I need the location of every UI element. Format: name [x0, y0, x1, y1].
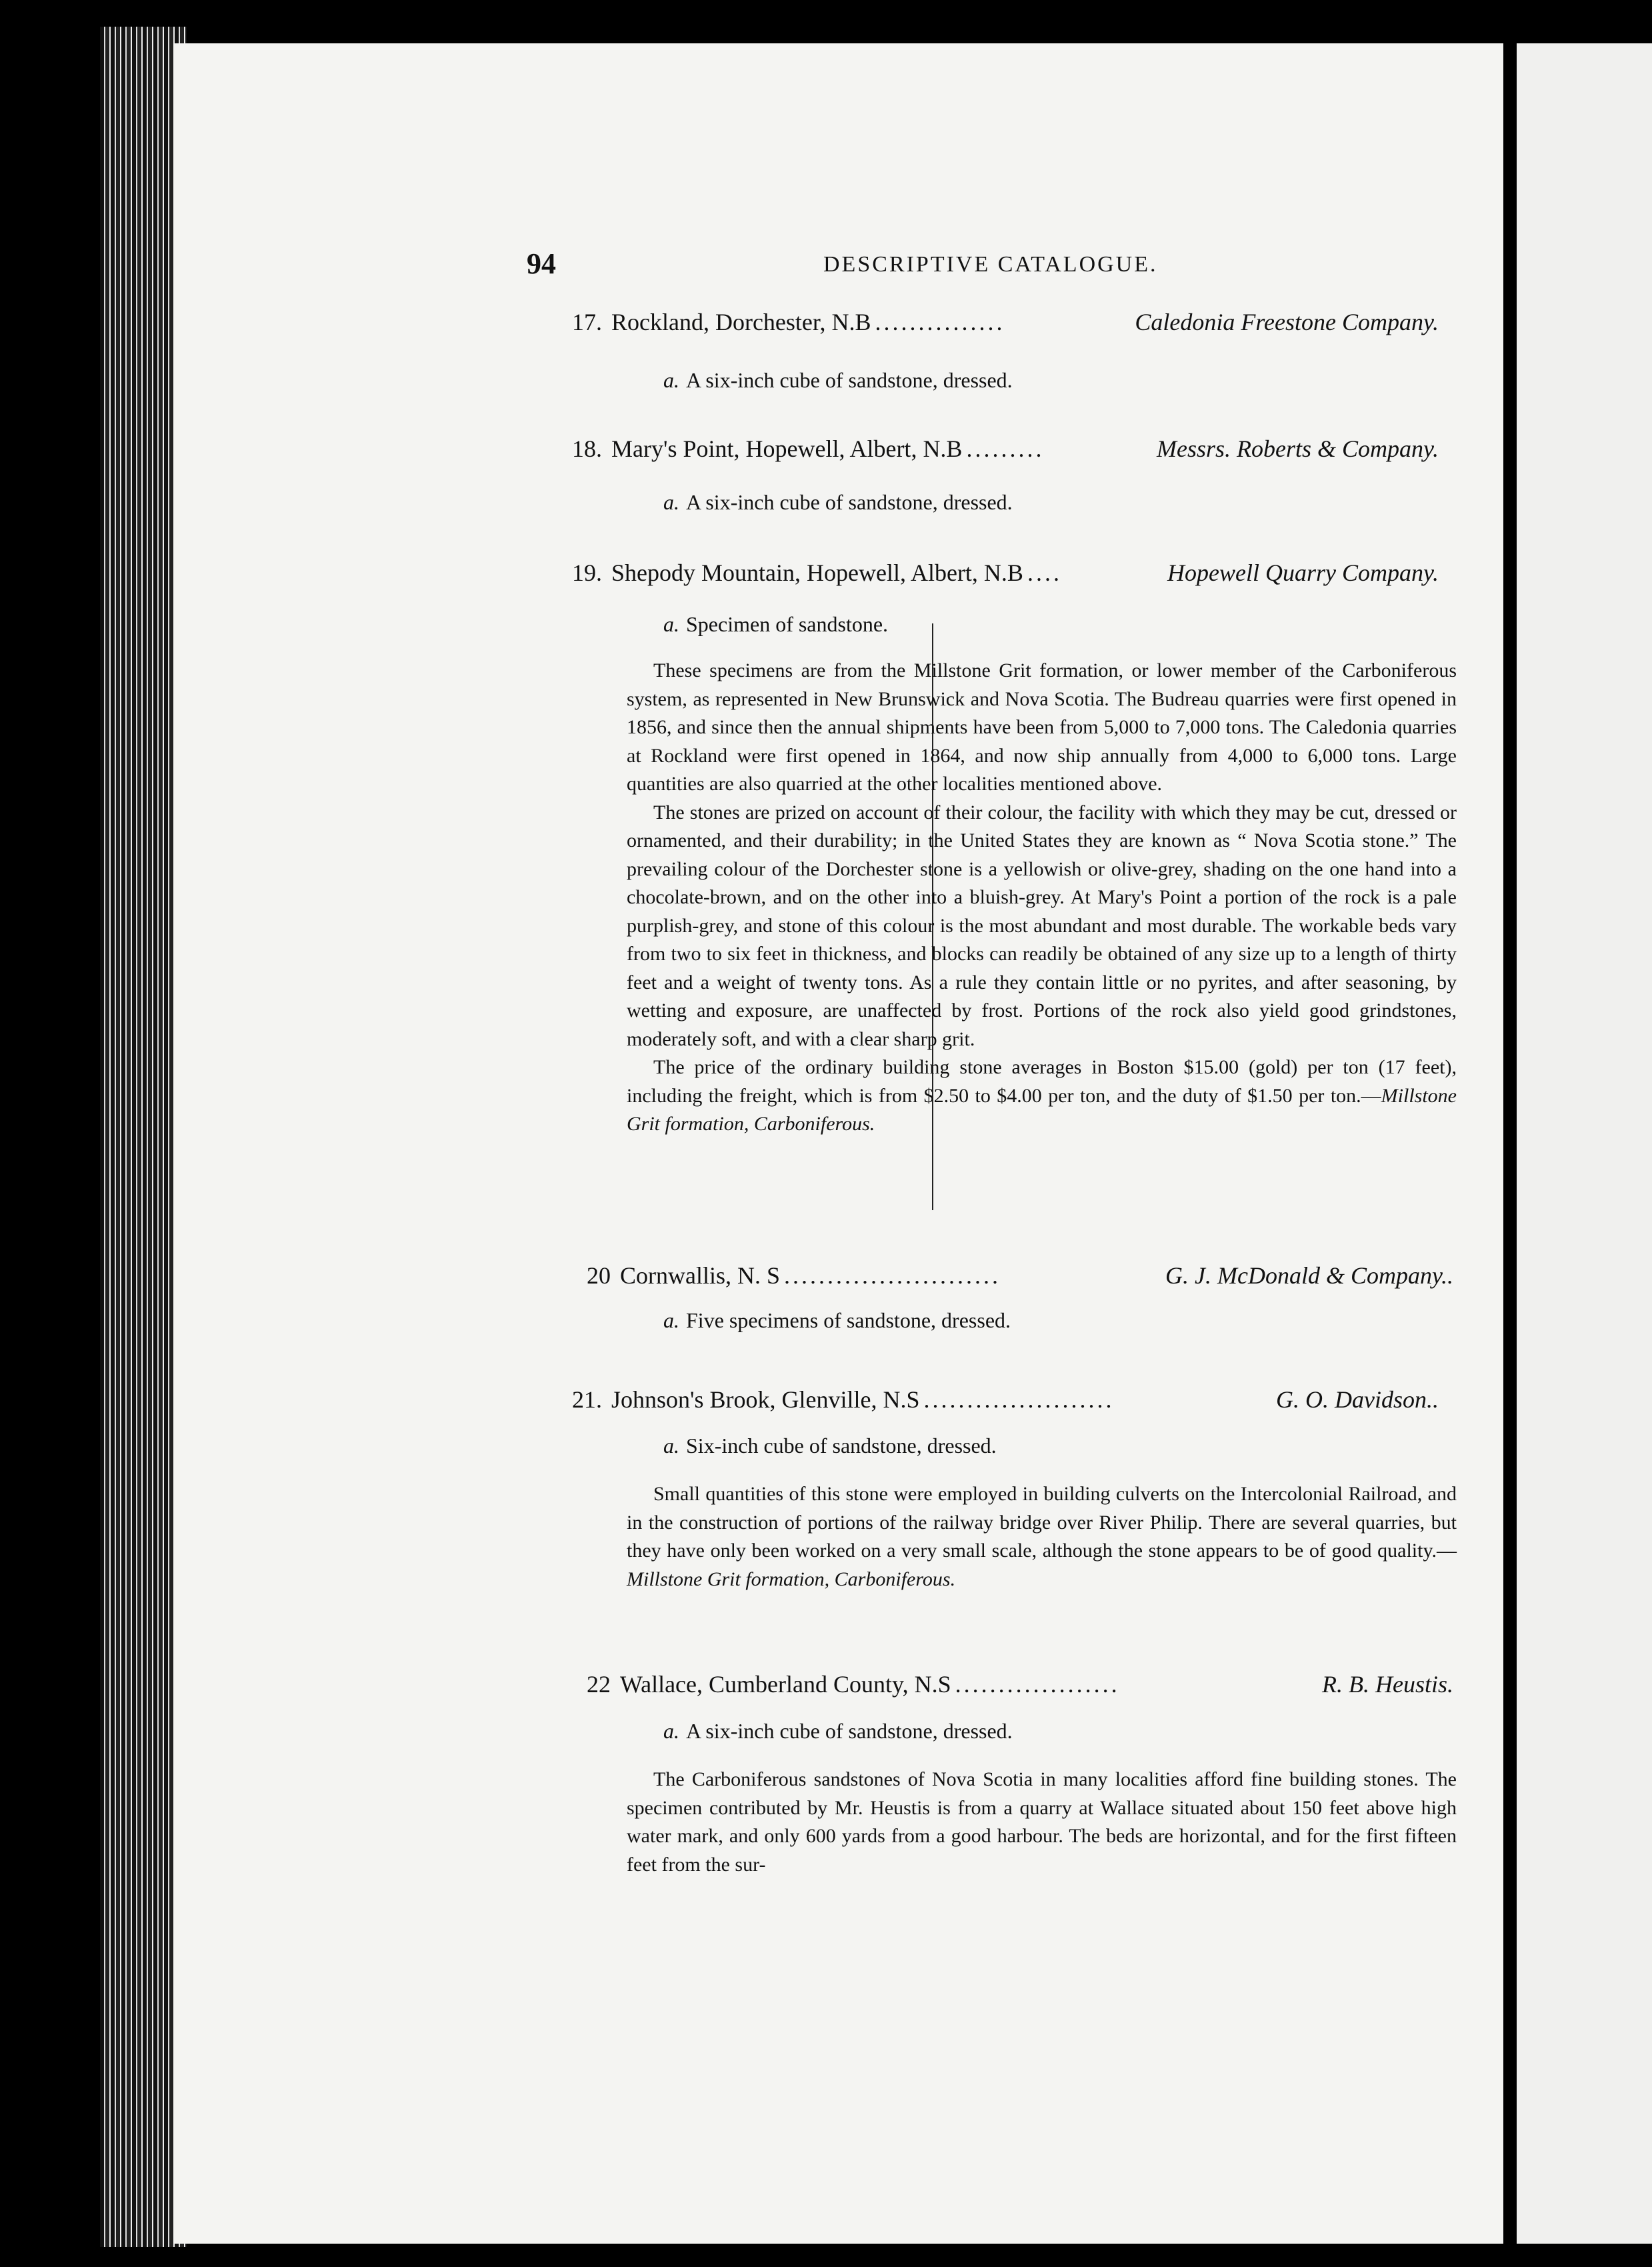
paragraph — [627, 1480, 1457, 1594]
item-text: A six-inch cube of sandstone, dressed. — [686, 490, 1013, 514]
entry-21 — [572, 1386, 1439, 1414]
entry-number: 18. — [572, 435, 602, 462]
scan-border — [0, 0, 113, 2267]
entry-number: 19. — [572, 559, 602, 586]
leader-dots: ...................... — [923, 1386, 1115, 1413]
leader-dots: ......... — [966, 435, 1045, 462]
entry-donor: R. B. Heustis. — [1322, 1671, 1453, 1698]
entry-18 — [572, 435, 1439, 463]
paragraph: These specimens are from the Millstone Grit formation, or lower member of the Carboniferous system, as represented in New Brunswick and Nova Scotia. The Budreau quarries were first opened in 1856, and since then the annual shipments have been from 5,000 to 7,000 tons. The Caledonia quarries at Rockland were first opened in 1864, and now ship annually from 4,000 to 6,000 tons. Large quantities are also quarried at the other localities mentioned above. — [627, 659, 1457, 795]
entry-item — [663, 612, 888, 637]
entry-location: Johnson's Brook, Glenville, N.S — [611, 1386, 920, 1413]
entry-location: Shepody Mountain, Hopewell, Albert, N.B — [611, 559, 1023, 586]
description-22 — [627, 1766, 1457, 1879]
entry-donor: Caledonia Freestone Company. — [1135, 309, 1439, 335]
entry-number: 17. — [572, 309, 602, 335]
entry-20 — [587, 1262, 1453, 1290]
description-21 — [627, 1480, 1457, 1594]
entry-item — [663, 1434, 997, 1458]
formation-note: Millstone Grit formation, Carboniferous. — [627, 1084, 1457, 1135]
paragraph-text: The price of the ordinary building stone averages in Boston $15.00 (gold) per ton (17 feet), including the freight, which is from $2.50 to $4.00 per ton, and the duty of $1.50 per ton.— — [627, 1056, 1457, 1107]
item-letter: a. — [663, 1308, 679, 1332]
item-text: A six-inch cube of sandstone, dressed. — [686, 368, 1013, 392]
item-letter: a. — [663, 1434, 679, 1458]
entry-number: 21. — [572, 1386, 602, 1413]
paragraph: The stones are prized on account of their colour, the facility with which they may be cut, dressed or ornamented, and their durability; in the United States they are known as “ Nova Scotia stone.” The prevailing colour of the Dorchester stone is a yellowish or olive-grey, shading on the one hand into a chocolate-brown, and on the other into a bluish-grey. At Mary's Point a portion of the rock is a pale purplish-grey, and stone of this colour is the most abundant and most durable. The workable beds vary from two to six feet in thickness, and blocks can readily be obtained of any size up to a length of thirty feet and a weight of twenty tons. As a rule they contain little or no pyrites, and after seasoning, by wetting and exposure, are unaffected by frost. Portions of the rock also yield good grindstones, moderately soft, and with a clear sharp grit. — [627, 801, 1457, 1050]
leader-dots: ............... — [875, 309, 1005, 335]
entry-17 — [572, 308, 1439, 336]
entry-number: 20 — [587, 1262, 611, 1289]
item-text: Specimen of sandstone. — [686, 612, 889, 636]
item-text: Five specimens of sandstone, dressed. — [686, 1308, 1011, 1332]
entry-22 — [587, 1670, 1453, 1698]
item-letter: a. — [663, 1719, 679, 1743]
entry-donor: G. J. McDonald & Company.. — [1165, 1262, 1453, 1289]
entry-donor: G. O. Davidson.. — [1276, 1386, 1439, 1413]
entry-item — [663, 368, 1013, 393]
entry-donor: Hopewell Quarry Company. — [1167, 559, 1439, 586]
entry-location: Cornwallis, N. S — [620, 1262, 781, 1289]
entry-donor: Messrs. Roberts & Company. — [1157, 435, 1439, 462]
entry-location: Wallace, Cumberland County, N.S — [620, 1671, 951, 1698]
entry-item — [663, 1719, 1013, 1744]
item-letter: a. — [663, 368, 679, 392]
item-text: A six-inch cube of sandstone, dressed. — [686, 1719, 1013, 1743]
entry-number: 22 — [587, 1671, 611, 1698]
paragraph: The Carboniferous sandstones of Nova Scotia in many localities afford fine building stones. The specimen contributed by Mr. Heustis is from a quarry at Wallace situated about 150 feet above high water mark, and only 600 yards from a good harbour. The beds are horizontal, and for the first fifteen feet from the sur- — [627, 1768, 1457, 1876]
leader-dots: .... — [1027, 559, 1062, 586]
paragraph-text: Small quantities of this stone were employed in building culverts on the Intercolonial Railroad, and in the construction of portions of the railway bridge over River Philip. There are several quarries, but they have only been worked on a very small scale, although the stone appears to be of good quality.— — [627, 1483, 1457, 1562]
leader-dots: ......................... — [784, 1262, 1001, 1289]
entry-location: Mary's Point, Hopewell, Albert, N.B — [611, 435, 963, 462]
paragraph — [627, 1053, 1457, 1139]
entry-item — [663, 1308, 1011, 1333]
facing-page-edge — [1517, 43, 1652, 2244]
formation-note: Millstone Grit formation, Carboniferous. — [627, 1568, 956, 1590]
item-text: Six-inch cube of sandstone, dressed. — [686, 1434, 997, 1458]
leader-dots: ................... — [955, 1671, 1120, 1698]
entry-location: Rockland, Dorchester, N.B — [611, 309, 871, 335]
gutter — [1503, 43, 1517, 2244]
entry-item — [663, 490, 1013, 515]
entry-19 — [572, 559, 1439, 587]
item-letter: a. — [663, 612, 679, 636]
item-letter: a. — [663, 490, 679, 514]
running-head: DESCRIPTIVE CATALOGUE. — [823, 252, 1158, 277]
page-number: 94 — [527, 247, 556, 280]
description-19 — [627, 657, 1457, 1139]
